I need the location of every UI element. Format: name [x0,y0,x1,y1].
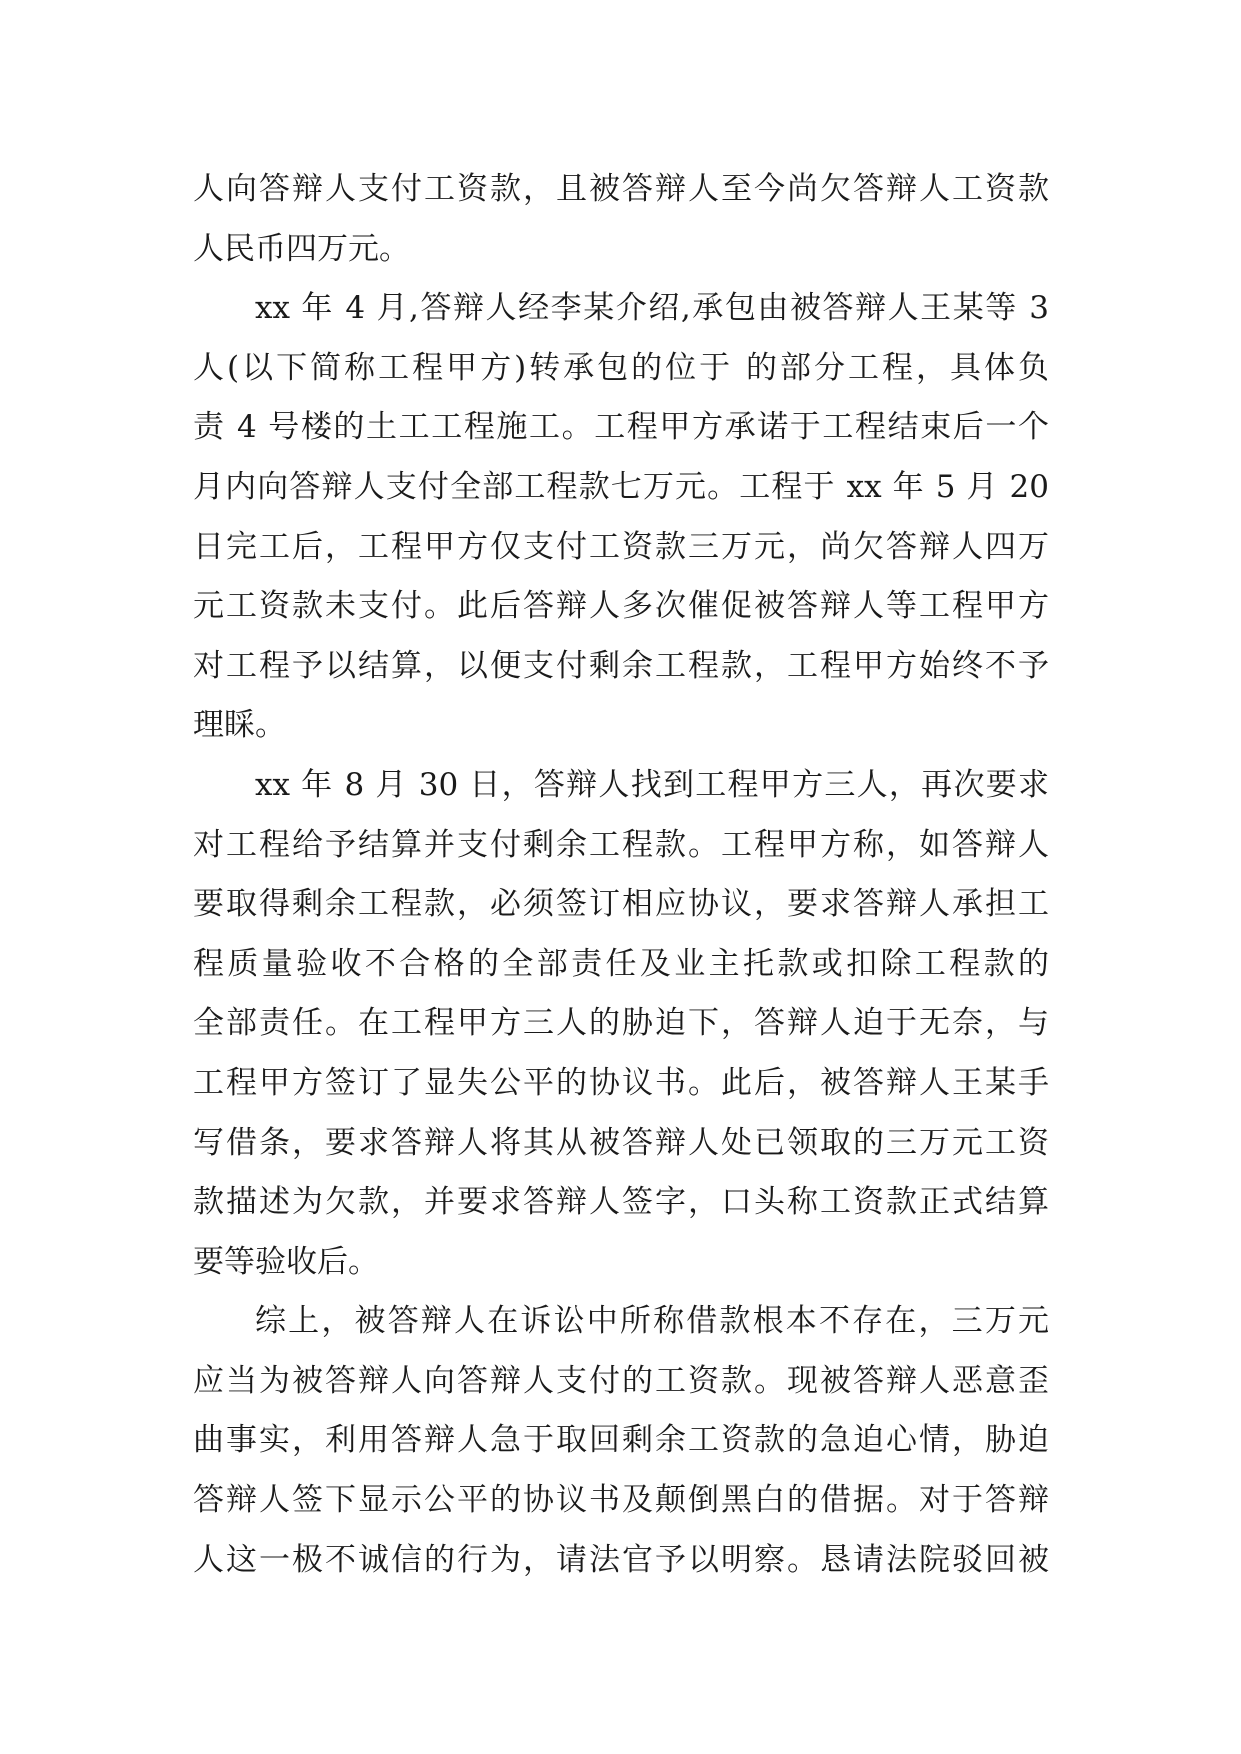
text-line: 要等验收后。 [193,1243,379,1280]
text-line: 对工程予以结算，以便支付剩余工程款，工程甲方始终不予 [193,647,1049,684]
paragraph-first-line: 综上，被答辩人在诉讼中所称借款根本不存在，三万元 [255,1303,1049,1340]
text-line: 应当为被答辩人向答辩人支付的工资款。现被答辩人恶意歪 [193,1362,1049,1399]
text-line: 责 4 号楼的土工工程施工。工程甲方承诺于工程结束后一个 [193,409,1049,446]
text-line: 曲事实，利用答辩人急于取回剩余工资款的急迫心情，胁迫 [193,1422,1049,1459]
text-line: 人(以下简称工程甲方)转承包的位于 的部分工程，具体负 [193,349,1049,386]
text-line: 日完工后，工程甲方仅支付工资款三万元，尚欠答辩人四万 [193,528,1049,565]
text-line: 人向答辩人支付工资款，且被答辩人至今尚欠答辩人工资款 [193,171,1049,207]
text-line: 月内向答辩人支付全部工程款七万元。工程于 xx 年 5 月 20 [193,468,1049,505]
text-line: 程质量验收不合格的全部责任及业主托款或扣除工程款的 [193,945,1049,982]
text-line: 人民币四万元。 [193,230,410,267]
text-line: 款描述为欠款，并要求答辩人签字，口头称工资款正式结算 [193,1184,1049,1221]
text-line: 对工程给予结算并支付剩余工程款。工程甲方称，如答辩人 [193,826,1049,863]
text-line: 全部责任。在工程甲方三人的胁迫下，答辩人迫于无奈，与 [193,1005,1049,1042]
text-line: 理睬。 [193,707,286,744]
text-line: 元工资款未支付。此后答辩人多次催促被答辩人等工程甲方 [193,588,1049,625]
document-body [193,160,1049,1590]
text-line: 写借条，要求答辩人将其从被答辩人处已领取的三万元工资 [193,1124,1049,1161]
paragraph-first-line: xx 年 4 月,答辩人经李某介绍,承包由被答辩人王某等 3 [255,290,1049,327]
text-line: 要取得剩余工程款，必须签订相应协议，要求答辩人承担工 [193,886,1049,923]
text-line: 人这一极不诚信的行为，请法官予以明察。恳请法院驳回被 [193,1541,1049,1578]
paragraph-first-line: xx 年 8 月 30 日，答辩人找到工程甲方三人，再次要求 [255,766,1049,803]
text-line: 工程甲方签订了显失公平的协议书。此后，被答辩人王某手 [193,1064,1049,1101]
text-line: 答辩人签下显示公平的协议书及颠倒黑白的借据。对于答辩 [193,1482,1049,1519]
